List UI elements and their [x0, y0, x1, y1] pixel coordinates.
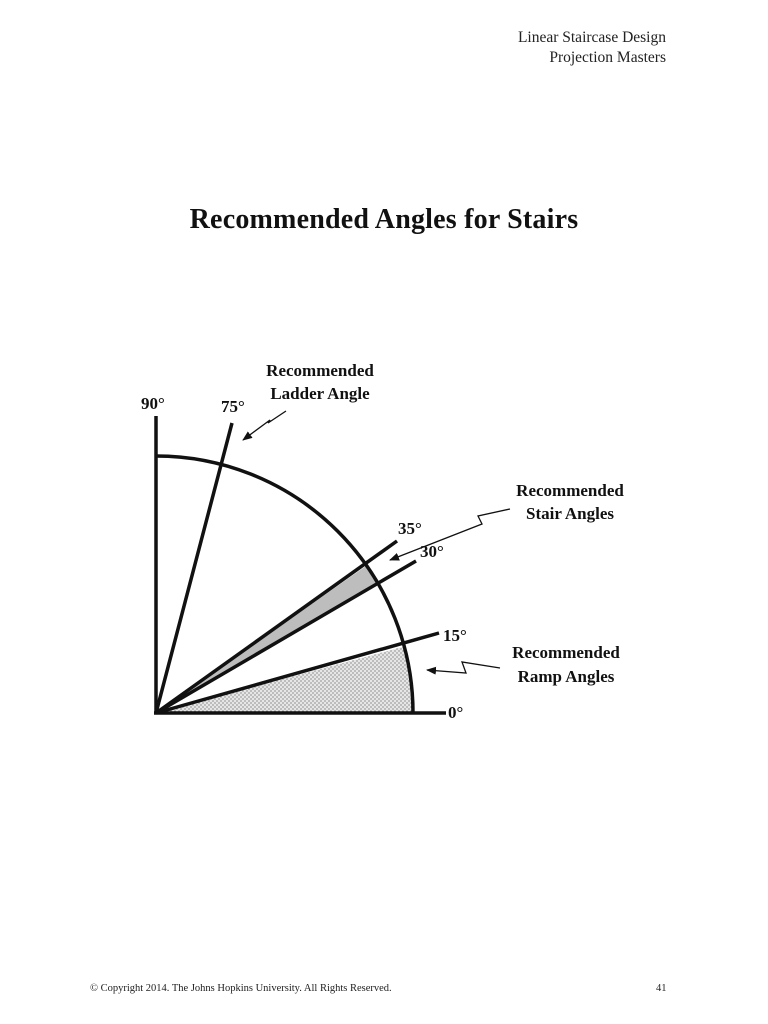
stair-callout-line-2: Stair Angles: [525, 504, 615, 523]
label-75: 75°: [221, 397, 245, 416]
label-0: 0°: [448, 703, 464, 722]
header-line-1: Linear Staircase Design: [517, 29, 666, 46]
page-number: 41: [656, 983, 667, 994]
label-35: 35°: [398, 519, 422, 538]
stair-callout-line-1: Recommended: [516, 481, 624, 500]
ladder-callout-arrow: [243, 411, 286, 440]
ramp-callout-line-1: Recommended: [512, 643, 620, 662]
ladder-callout-line-2: Ladder Angle: [270, 384, 370, 403]
page-title: Recommended Angles for Stairs: [189, 204, 579, 235]
ramp-callout-arrow: [427, 662, 500, 673]
label-90: 90°: [141, 394, 165, 413]
label-30: 30°: [420, 542, 444, 561]
label-15: 15°: [443, 626, 467, 645]
header-line-2: Projection Masters: [549, 49, 666, 66]
ramp-callout-line-2: Ramp Angles: [517, 667, 615, 686]
copyright-notice: © Copyright 2014. The Johns Hopkins University. All Rights Reserved.: [90, 983, 392, 994]
ladder-callout-line-1: Recommended: [266, 361, 374, 380]
